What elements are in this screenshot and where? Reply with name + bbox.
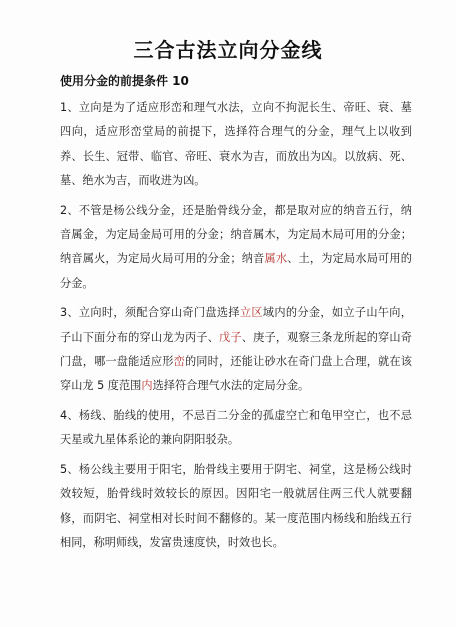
paragraph-3: [60, 301, 412, 399]
paragraph-text: 、庚子，观察三条龙所起的穿山奇门盘，哪一盘能适应形: [60, 330, 412, 369]
paragraph-4: [60, 404, 412, 453]
paragraph-text: 1、立向是为了适应形峦和理气水法，立向不拘泥长生、帝旺、衰、墓四向，适应形峦堂局的前提下，选择符合理气的分金，理气上以收到养、长生、冠带、临官、帝旺、衰水为吉，而放出为凶。以放病、死、墓、绝水为吉，而收进为凶。: [60, 101, 412, 188]
paragraph-5: [60, 458, 412, 556]
paragraph-2: [60, 199, 412, 297]
emphasized-text: 戊子: [219, 330, 242, 344]
paragraph-text: 域内的分金，如立子山午向，子山下面分布的穿山龙为丙子、: [60, 306, 412, 344]
paragraph-text: 5、杨公线主要用于阳宅，胎骨线主要用于阴宅、祠堂，这是杨公线时效较短，胎骨线时效较长的原因。因阳宅一般就居住两三代人就要翻修，而阴宅、祠堂相对长时间不翻修的。某一度范围内杨线和胎线五行相同，称明师线，发富贵速度快，时效也长。: [60, 462, 412, 549]
emphasized-text: 内: [141, 379, 153, 393]
paragraph-text: 的同时，还能让砂水在奇门盘上合理，就在该穿山龙 5 度范围: [60, 355, 412, 393]
paragraph-text: 、土，为定局水局可用的分金。: [60, 252, 412, 290]
emphasized-text: 峦: [173, 355, 185, 369]
emphasized-text: 属水: [264, 252, 288, 266]
document-title: 三合古法立向分金线: [133, 38, 323, 62]
paragraph-1: [60, 96, 412, 194]
paragraph-text: 选择符合理气水法的定局分金。: [152, 379, 310, 393]
paragraph-text: 4、杨线、胎线的使用，不忌百二分金的孤虚空亡和龟甲空亡，也不忌天星或九星体系论的兼向阴阳驳杂。: [60, 408, 412, 447]
section-heading: 使用分金的前提条件 10: [60, 74, 189, 88]
paragraph-text: 2、不管是杨公线分金，还是胎骨线分金，都是取对应的纳音五行，纳音属金，为定局金局可用的分金；纳音属木，为定局木局可用的分金；纳音属火，为定局火局可用的分金；纳音: [60, 203, 412, 266]
paragraph-text: 3、立向时，须配合穿山奇门盘选择: [60, 306, 240, 320]
emphasized-text: 立区: [239, 306, 263, 320]
document-body: [60, 96, 412, 560]
